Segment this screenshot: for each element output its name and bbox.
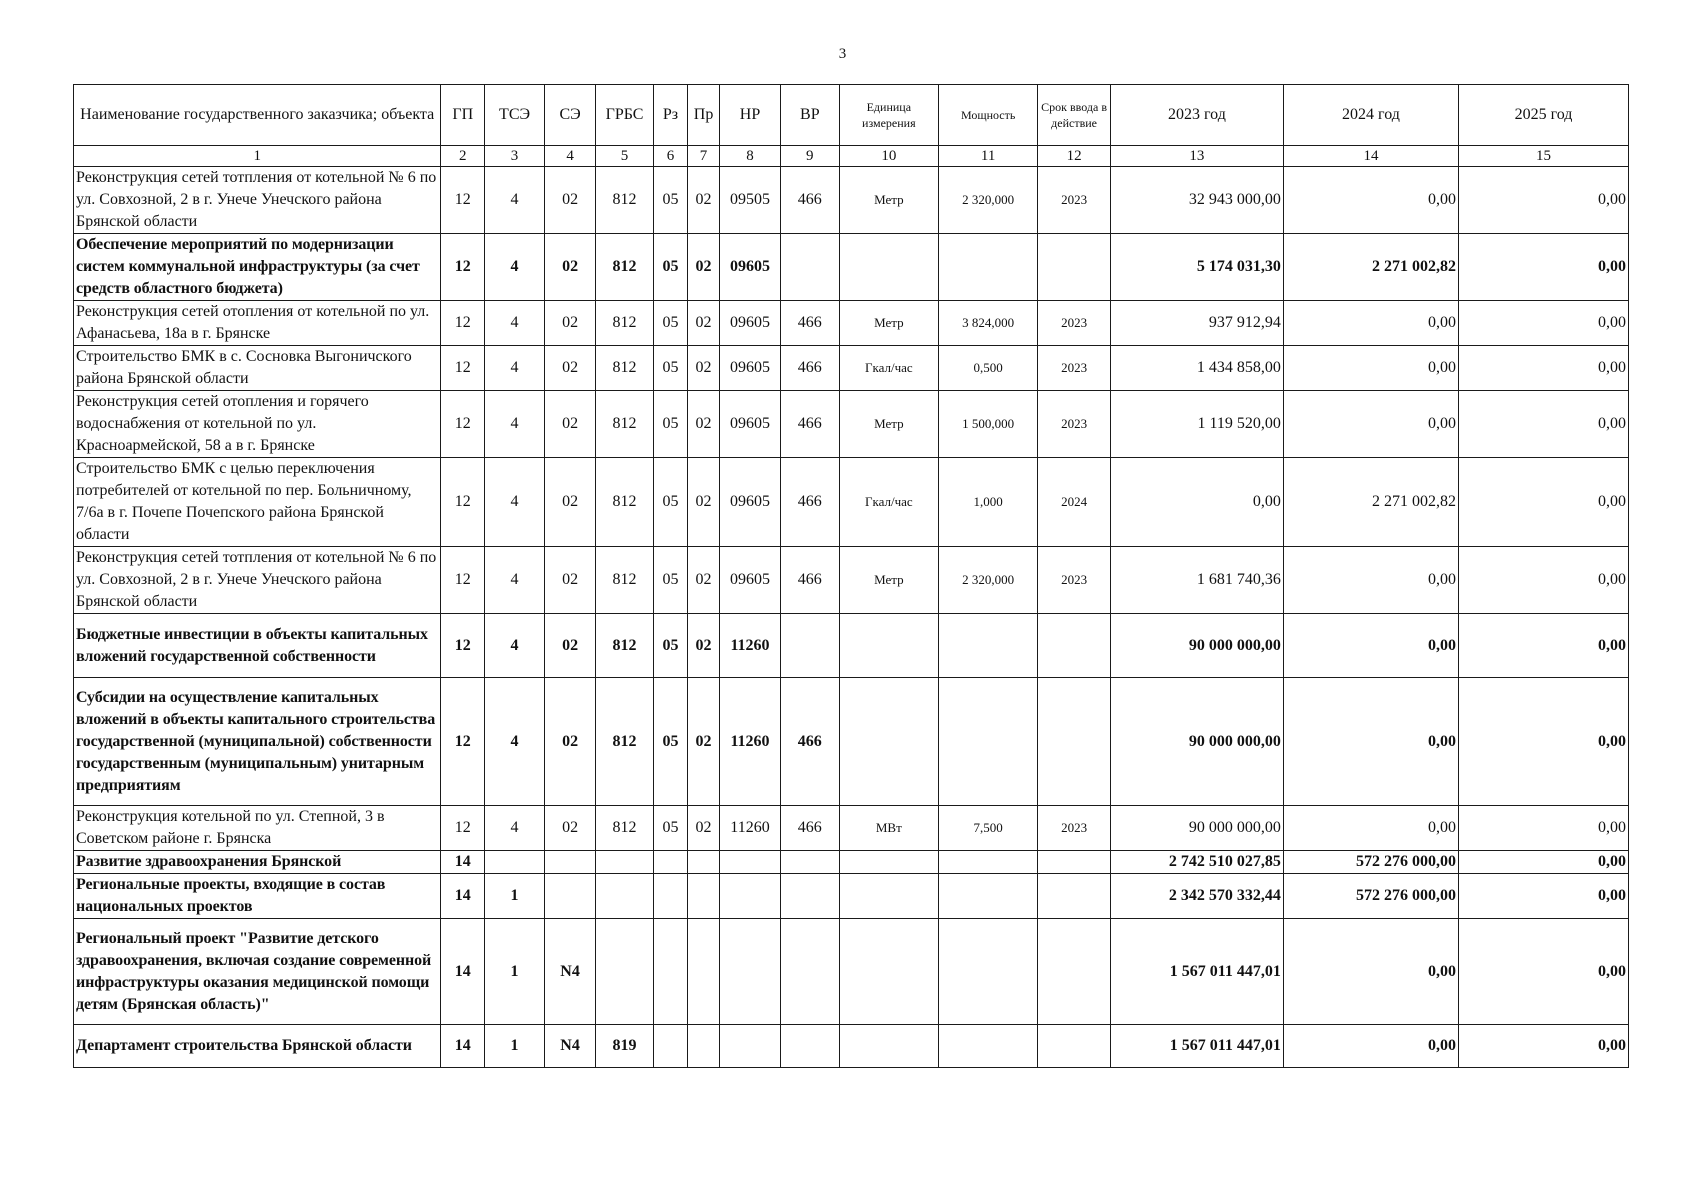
commission-year-cell: 2023	[1038, 346, 1111, 391]
amount-2023-cell: 90 000 000,00	[1110, 678, 1283, 806]
nr-cell: 09605	[720, 301, 781, 346]
commission-year-cell: 2023	[1038, 167, 1111, 234]
amount-2023-cell: 1 434 858,00	[1110, 346, 1283, 391]
amount-2025-cell: 0,00	[1459, 458, 1629, 547]
amount-2023-cell: 2 742 510 027,85	[1110, 851, 1283, 874]
rz-cell: 05	[653, 678, 687, 806]
commission-year-cell	[1038, 851, 1111, 874]
commission-year-cell: 2023	[1038, 806, 1111, 851]
commission-year-cell	[1038, 919, 1111, 1025]
unit-cell	[839, 678, 938, 806]
amount-2025-cell: 0,00	[1459, 614, 1629, 678]
vr-cell	[780, 1025, 839, 1068]
table-row	[74, 346, 1629, 391]
header-cell: 2024 год	[1283, 85, 1458, 146]
amount-2024-cell: 572 276 000,00	[1283, 874, 1458, 919]
table-row	[74, 391, 1629, 458]
column-number: 11	[938, 146, 1037, 167]
amount-2023-cell: 2 342 570 332,44	[1110, 874, 1283, 919]
amount-2023-cell: 1 681 740,36	[1110, 547, 1283, 614]
gp-cell: 12	[441, 346, 485, 391]
amount-2023-cell: 1 119 520,00	[1110, 391, 1283, 458]
table-row	[74, 547, 1629, 614]
amount-2025-cell: 0,00	[1459, 234, 1629, 301]
column-number: 14	[1283, 146, 1458, 167]
se-cell: 02	[544, 547, 595, 614]
amount-2024-cell: 0,00	[1283, 167, 1458, 234]
nr-cell: 09605	[720, 391, 781, 458]
header-row	[74, 85, 1629, 146]
gp-cell: 14	[441, 874, 485, 919]
grbs-cell: 812	[596, 346, 654, 391]
gp-cell: 14	[441, 851, 485, 874]
page-number: 3	[838, 46, 847, 62]
amount-2024-cell: 0,00	[1283, 806, 1458, 851]
commission-year-cell	[1038, 234, 1111, 301]
amount-2023-cell: 90 000 000,00	[1110, 614, 1283, 678]
gp-cell: 14	[441, 1025, 485, 1068]
grbs-cell: 819	[596, 1025, 654, 1068]
tse-cell: 4	[485, 547, 545, 614]
header-cell: ГП	[441, 85, 485, 146]
amount-2025-cell: 0,00	[1459, 874, 1629, 919]
unit-cell	[839, 874, 938, 919]
table-row	[74, 806, 1629, 851]
capacity-cell	[938, 851, 1037, 874]
se-cell: 02	[544, 806, 595, 851]
object-name-cell: Строительство БМК в с. Сосновка Выгоничского района Брянской области	[74, 346, 441, 391]
amount-2024-cell: 0,00	[1283, 614, 1458, 678]
table-row	[74, 678, 1629, 806]
grbs-cell: 812	[596, 614, 654, 678]
se-cell: 02	[544, 391, 595, 458]
table-body	[74, 167, 1629, 1068]
column-number: 3	[485, 146, 545, 167]
vr-cell: 466	[780, 806, 839, 851]
nr-cell: 09605	[720, 346, 781, 391]
nr-cell: 11260	[720, 678, 781, 806]
grbs-cell: 812	[596, 391, 654, 458]
pr-cell: 02	[688, 806, 720, 851]
se-cell: 02	[544, 458, 595, 547]
rz-cell	[653, 1025, 687, 1068]
capacity-cell	[938, 874, 1037, 919]
unit-cell: Метр	[839, 391, 938, 458]
nr-cell: 09505	[720, 167, 781, 234]
table-row	[74, 919, 1629, 1025]
table-row	[74, 874, 1629, 919]
unit-cell	[839, 614, 938, 678]
se-cell: 02	[544, 614, 595, 678]
amount-2024-cell: 0,00	[1283, 391, 1458, 458]
column-number: 8	[720, 146, 781, 167]
nr-cell: 09605	[720, 547, 781, 614]
pr-cell: 02	[688, 614, 720, 678]
tse-cell: 1	[485, 874, 545, 919]
header-cell: ВР	[780, 85, 839, 146]
table-row	[74, 301, 1629, 346]
tse-cell: 4	[485, 301, 545, 346]
amount-2024-cell: 572 276 000,00	[1283, 851, 1458, 874]
se-cell: N4	[544, 919, 595, 1025]
object-name-cell: Реконструкция котельной по ул. Степной, 3 в Советском районе г. Брянска	[74, 806, 441, 851]
pr-cell	[688, 1025, 720, 1068]
amount-2025-cell: 0,00	[1459, 851, 1629, 874]
vr-cell: 466	[780, 547, 839, 614]
vr-cell	[780, 614, 839, 678]
capacity-cell: 3 824,000	[938, 301, 1037, 346]
commission-year-cell: 2023	[1038, 301, 1111, 346]
se-cell: 02	[544, 678, 595, 806]
amount-2025-cell: 0,00	[1459, 391, 1629, 458]
column-number: 9	[780, 146, 839, 167]
capacity-cell: 1,000	[938, 458, 1037, 547]
unit-cell: Гкал/час	[839, 458, 938, 547]
vr-cell	[780, 874, 839, 919]
pr-cell	[688, 919, 720, 1025]
object-name-cell: Развитие здравоохранения Брянской	[74, 851, 441, 874]
pr-cell: 02	[688, 167, 720, 234]
column-number-row	[74, 146, 1629, 167]
amount-2025-cell: 0,00	[1459, 167, 1629, 234]
column-number: 13	[1110, 146, 1283, 167]
header-cell: Единица измерения	[839, 85, 938, 146]
nr-cell	[720, 919, 781, 1025]
nr-cell	[720, 874, 781, 919]
capacity-cell	[938, 234, 1037, 301]
rz-cell: 05	[653, 167, 687, 234]
amount-2024-cell: 2 271 002,82	[1283, 234, 1458, 301]
object-name-cell: Строительство БМК с целью переключения потребителей от котельной по пер. Больничному, 7/6а в г. Почепе Почепского района Брянской области	[74, 458, 441, 547]
se-cell: 02	[544, 234, 595, 301]
amount-2025-cell: 0,00	[1459, 919, 1629, 1025]
amount-2024-cell: 2 271 002,82	[1283, 458, 1458, 547]
tse-cell	[485, 851, 545, 874]
table-row	[74, 167, 1629, 234]
header-cell: Наименование государственного заказчика; объекта	[74, 85, 441, 146]
capacity-cell: 7,500	[938, 806, 1037, 851]
column-number: 6	[653, 146, 687, 167]
grbs-cell: 812	[596, 547, 654, 614]
tse-cell: 1	[485, 919, 545, 1025]
amount-2025-cell: 0,00	[1459, 678, 1629, 806]
header-cell: Пр	[688, 85, 720, 146]
tse-cell: 4	[485, 806, 545, 851]
rz-cell	[653, 851, 687, 874]
nr-cell: 09605	[720, 458, 781, 547]
gp-cell: 12	[441, 234, 485, 301]
rz-cell: 05	[653, 614, 687, 678]
gp-cell: 12	[441, 806, 485, 851]
header-cell: ГРБС	[596, 85, 654, 146]
se-cell	[544, 851, 595, 874]
amount-2023-cell: 90 000 000,00	[1110, 806, 1283, 851]
se-cell	[544, 874, 595, 919]
grbs-cell	[596, 874, 654, 919]
header-cell: Мощность	[938, 85, 1037, 146]
tse-cell: 4	[485, 346, 545, 391]
unit-cell: Метр	[839, 301, 938, 346]
capacity-cell	[938, 919, 1037, 1025]
object-name-cell: Региональные проекты, входящие в состав национальных проектов	[74, 874, 441, 919]
rz-cell: 05	[653, 301, 687, 346]
vr-cell: 466	[780, 458, 839, 547]
object-name-cell: Субсидии на осуществление капитальных вложений в объекты капитального строительства государственной (муниципальной) собственности государственным (муниципальным) унитарным предприятиям	[74, 678, 441, 806]
table-row	[74, 458, 1629, 547]
gp-cell: 12	[441, 678, 485, 806]
header-cell: 2025 год	[1459, 85, 1629, 146]
column-number: 5	[596, 146, 654, 167]
gp-cell: 12	[441, 167, 485, 234]
rz-cell	[653, 874, 687, 919]
header-cell: ТСЭ	[485, 85, 545, 146]
rz-cell: 05	[653, 346, 687, 391]
unit-cell	[839, 1025, 938, 1068]
capacity-cell: 1 500,000	[938, 391, 1037, 458]
se-cell: 02	[544, 167, 595, 234]
amount-2024-cell: 0,00	[1283, 1025, 1458, 1068]
nr-cell: 11260	[720, 806, 781, 851]
table-row	[74, 234, 1629, 301]
se-cell: 02	[544, 346, 595, 391]
amount-2025-cell: 0,00	[1459, 1025, 1629, 1068]
pr-cell	[688, 874, 720, 919]
gp-cell: 12	[441, 547, 485, 614]
commission-year-cell	[1038, 1025, 1111, 1068]
commission-year-cell	[1038, 678, 1111, 806]
gp-cell: 14	[441, 919, 485, 1025]
amount-2023-cell: 32 943 000,00	[1110, 167, 1283, 234]
column-number: 12	[1038, 146, 1111, 167]
vr-cell: 466	[780, 301, 839, 346]
object-name-cell: Департамент строительства Брянской области	[74, 1025, 441, 1068]
unit-cell: Метр	[839, 167, 938, 234]
gp-cell: 12	[441, 391, 485, 458]
amount-2023-cell: 0,00	[1110, 458, 1283, 547]
rz-cell	[653, 919, 687, 1025]
pr-cell: 02	[688, 547, 720, 614]
rz-cell: 05	[653, 547, 687, 614]
nr-cell	[720, 851, 781, 874]
vr-cell: 466	[780, 391, 839, 458]
vr-cell	[780, 234, 839, 301]
object-name-cell: Реконструкция сетей отопления и горячего водоснабжения от котельной по ул. Красноармейской, 58 а в г. Брянске	[74, 391, 441, 458]
object-name-cell: Обеспечение мероприятий по модернизации систем коммунальной инфраструктуры (за счет средств областного бюджета)	[74, 234, 441, 301]
budget-table	[73, 84, 1629, 1068]
amount-2024-cell: 0,00	[1283, 301, 1458, 346]
grbs-cell: 812	[596, 678, 654, 806]
pr-cell: 02	[688, 346, 720, 391]
capacity-cell: 0,500	[938, 346, 1037, 391]
header-cell: 2023 год	[1110, 85, 1283, 146]
column-number: 7	[688, 146, 720, 167]
commission-year-cell: 2023	[1038, 547, 1111, 614]
object-name-cell: Реконструкция сетей тотпления от котельной № 6 по ул. Совхозной, 2 в г. Унече Унечского района Брянской области	[74, 547, 441, 614]
capacity-cell	[938, 1025, 1037, 1068]
rz-cell: 05	[653, 806, 687, 851]
unit-cell	[839, 851, 938, 874]
column-number: 2	[441, 146, 485, 167]
header-cell: Срок ввода в действие	[1038, 85, 1111, 146]
commission-year-cell: 2024	[1038, 458, 1111, 547]
header-cell: НР	[720, 85, 781, 146]
commission-year-cell	[1038, 614, 1111, 678]
grbs-cell: 812	[596, 301, 654, 346]
gp-cell: 12	[441, 614, 485, 678]
tse-cell: 4	[485, 678, 545, 806]
vr-cell: 466	[780, 678, 839, 806]
pr-cell: 02	[688, 458, 720, 547]
object-name-cell: Бюджетные инвестиции в объекты капитальных вложений государственной собственности	[74, 614, 441, 678]
grbs-cell	[596, 851, 654, 874]
capacity-cell: 2 320,000	[938, 167, 1037, 234]
header-cell: СЭ	[544, 85, 595, 146]
gp-cell: 12	[441, 301, 485, 346]
nr-cell	[720, 1025, 781, 1068]
amount-2023-cell: 5 174 031,30	[1110, 234, 1283, 301]
tse-cell: 4	[485, 391, 545, 458]
rz-cell: 05	[653, 234, 687, 301]
amount-2023-cell: 937 912,94	[1110, 301, 1283, 346]
vr-cell: 466	[780, 346, 839, 391]
amount-2025-cell: 0,00	[1459, 301, 1629, 346]
tse-cell: 4	[485, 614, 545, 678]
gp-cell: 12	[441, 458, 485, 547]
unit-cell: Метр	[839, 547, 938, 614]
rz-cell: 05	[653, 391, 687, 458]
pr-cell: 02	[688, 234, 720, 301]
object-name-cell: Региональный проект "Развитие детского здравоохранения, включая создание современной инфраструктуры оказания медицинской помощи детям (Брянская область)"	[74, 919, 441, 1025]
grbs-cell: 812	[596, 167, 654, 234]
amount-2025-cell: 0,00	[1459, 547, 1629, 614]
pr-cell: 02	[688, 301, 720, 346]
rz-cell: 05	[653, 458, 687, 547]
amount-2023-cell: 1 567 011 447,01	[1110, 1025, 1283, 1068]
capacity-cell	[938, 678, 1037, 806]
amount-2024-cell: 0,00	[1283, 346, 1458, 391]
header-cell: Рз	[653, 85, 687, 146]
amount-2025-cell: 0,00	[1459, 806, 1629, 851]
column-number: 1	[74, 146, 441, 167]
amount-2025-cell: 0,00	[1459, 346, 1629, 391]
unit-cell: Гкал/час	[839, 346, 938, 391]
pr-cell: 02	[688, 391, 720, 458]
table-row	[74, 851, 1629, 874]
amount-2023-cell: 1 567 011 447,01	[1110, 919, 1283, 1025]
tse-cell: 4	[485, 234, 545, 301]
pr-cell	[688, 851, 720, 874]
commission-year-cell	[1038, 874, 1111, 919]
unit-cell	[839, 919, 938, 1025]
table-row	[74, 1025, 1629, 1068]
commission-year-cell: 2023	[1038, 391, 1111, 458]
grbs-cell: 812	[596, 806, 654, 851]
column-number: 4	[544, 146, 595, 167]
object-name-cell: Реконструкция сетей тотпления от котельной № 6 по ул. Совхозной, 2 в г. Унече Унечского района Брянской области	[74, 167, 441, 234]
amount-2024-cell: 0,00	[1283, 547, 1458, 614]
amount-2024-cell: 0,00	[1283, 919, 1458, 1025]
vr-cell	[780, 919, 839, 1025]
se-cell: 02	[544, 301, 595, 346]
se-cell: N4	[544, 1025, 595, 1068]
table-row	[74, 614, 1629, 678]
amount-2024-cell: 0,00	[1283, 678, 1458, 806]
column-number: 15	[1459, 146, 1629, 167]
tse-cell: 1	[485, 1025, 545, 1068]
capacity-cell: 2 320,000	[938, 547, 1037, 614]
vr-cell	[780, 851, 839, 874]
grbs-cell: 812	[596, 234, 654, 301]
tse-cell: 4	[485, 458, 545, 547]
object-name-cell: Реконструкция сетей отопления от котельной по ул. Афанасьева, 18а в г. Брянске	[74, 301, 441, 346]
nr-cell: 09605	[720, 234, 781, 301]
vr-cell: 466	[780, 167, 839, 234]
grbs-cell: 812	[596, 458, 654, 547]
column-number: 10	[839, 146, 938, 167]
unit-cell	[839, 234, 938, 301]
pr-cell: 02	[688, 678, 720, 806]
nr-cell: 11260	[720, 614, 781, 678]
grbs-cell	[596, 919, 654, 1025]
capacity-cell	[938, 614, 1037, 678]
unit-cell: МВт	[839, 806, 938, 851]
tse-cell: 4	[485, 167, 545, 234]
